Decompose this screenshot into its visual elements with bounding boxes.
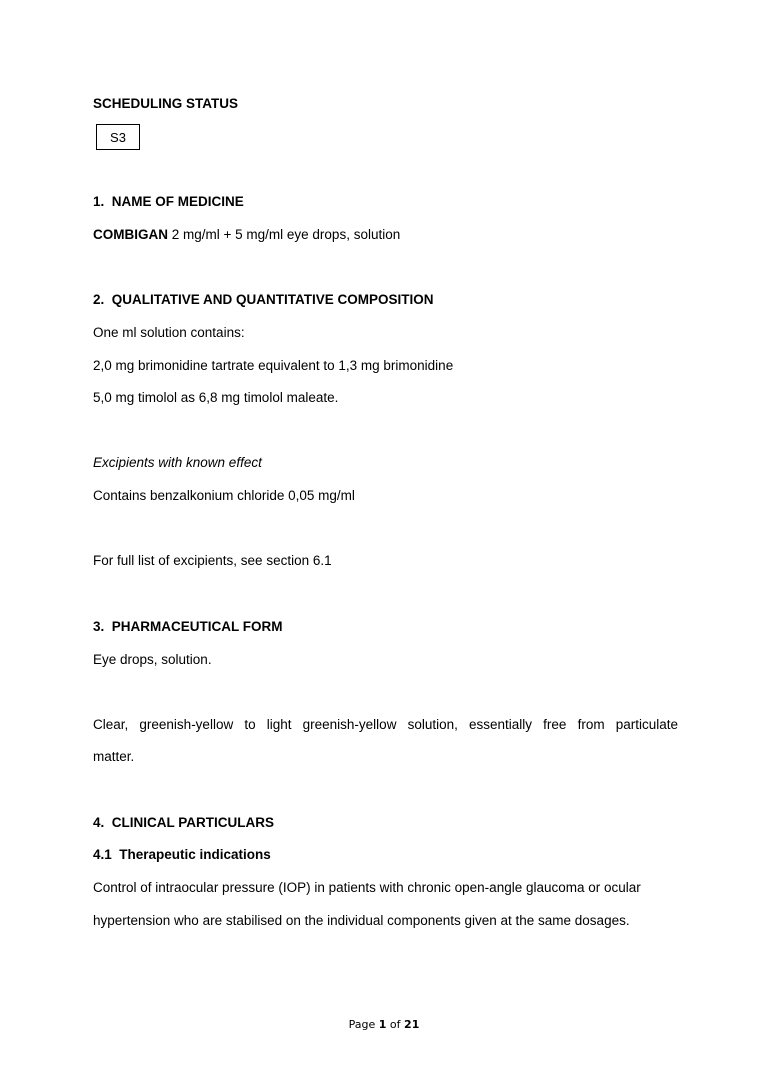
indications-line-2: hypertension who are stabilised on the individual components given at the same dosages. <box>93 913 630 928</box>
excipients-heading: Excipients with known effect <box>93 455 262 470</box>
composition-line-1: One ml solution contains: <box>93 325 245 340</box>
page-footer <box>0 1018 768 1032</box>
composition-line-3: 5,0 mg timolol as 6,8 mg timolol maleate. <box>93 390 339 405</box>
form-description-line-1: Clear, greenish-yellow to light greenish-yellow solution, essentially free from particulate <box>93 717 678 732</box>
form-description-line-2: matter. <box>93 749 135 764</box>
product-description: 2 mg/ml + 5 mg/ml eye drops, solution <box>168 227 401 242</box>
pharmaceutical-form: Eye drops, solution. <box>93 652 212 667</box>
section-4-heading: 4. CLINICAL PARTICULARS <box>93 815 275 830</box>
scheduling-status-heading: SCHEDULING STATUS <box>93 96 238 111</box>
indications-line-1: Control of intraocular pressure (IOP) in patients with chronic open-angle glaucoma or ocular <box>93 880 641 895</box>
full-excipients-reference: For full list of excipients, see section 6.1 <box>93 553 332 568</box>
product-name: COMBIGAN <box>93 227 168 242</box>
total-pages: 21 <box>404 1018 420 1031</box>
page-number: 1 <box>378 1018 387 1031</box>
section-1-heading: 1. NAME OF MEDICINE <box>93 194 244 209</box>
section-4-1-heading: 4.1 Therapeutic indications <box>93 847 271 862</box>
excipients-text: Contains benzalkonium chloride 0,05 mg/ml <box>93 488 355 503</box>
section-3-heading: 3. PHARMACEUTICAL FORM <box>93 619 283 634</box>
scheduling-status-box: S3 <box>96 124 140 150</box>
of-label: of <box>386 1018 405 1031</box>
section-2-heading: 2. QUALITATIVE AND QUANTITATIVE COMPOSITION <box>93 292 434 307</box>
composition-line-2: 2,0 mg brimonidine tartrate equivalent to 1,3 mg brimonidine <box>93 358 454 373</box>
page-label: Page <box>348 1018 379 1031</box>
product-name-line <box>93 227 678 243</box>
